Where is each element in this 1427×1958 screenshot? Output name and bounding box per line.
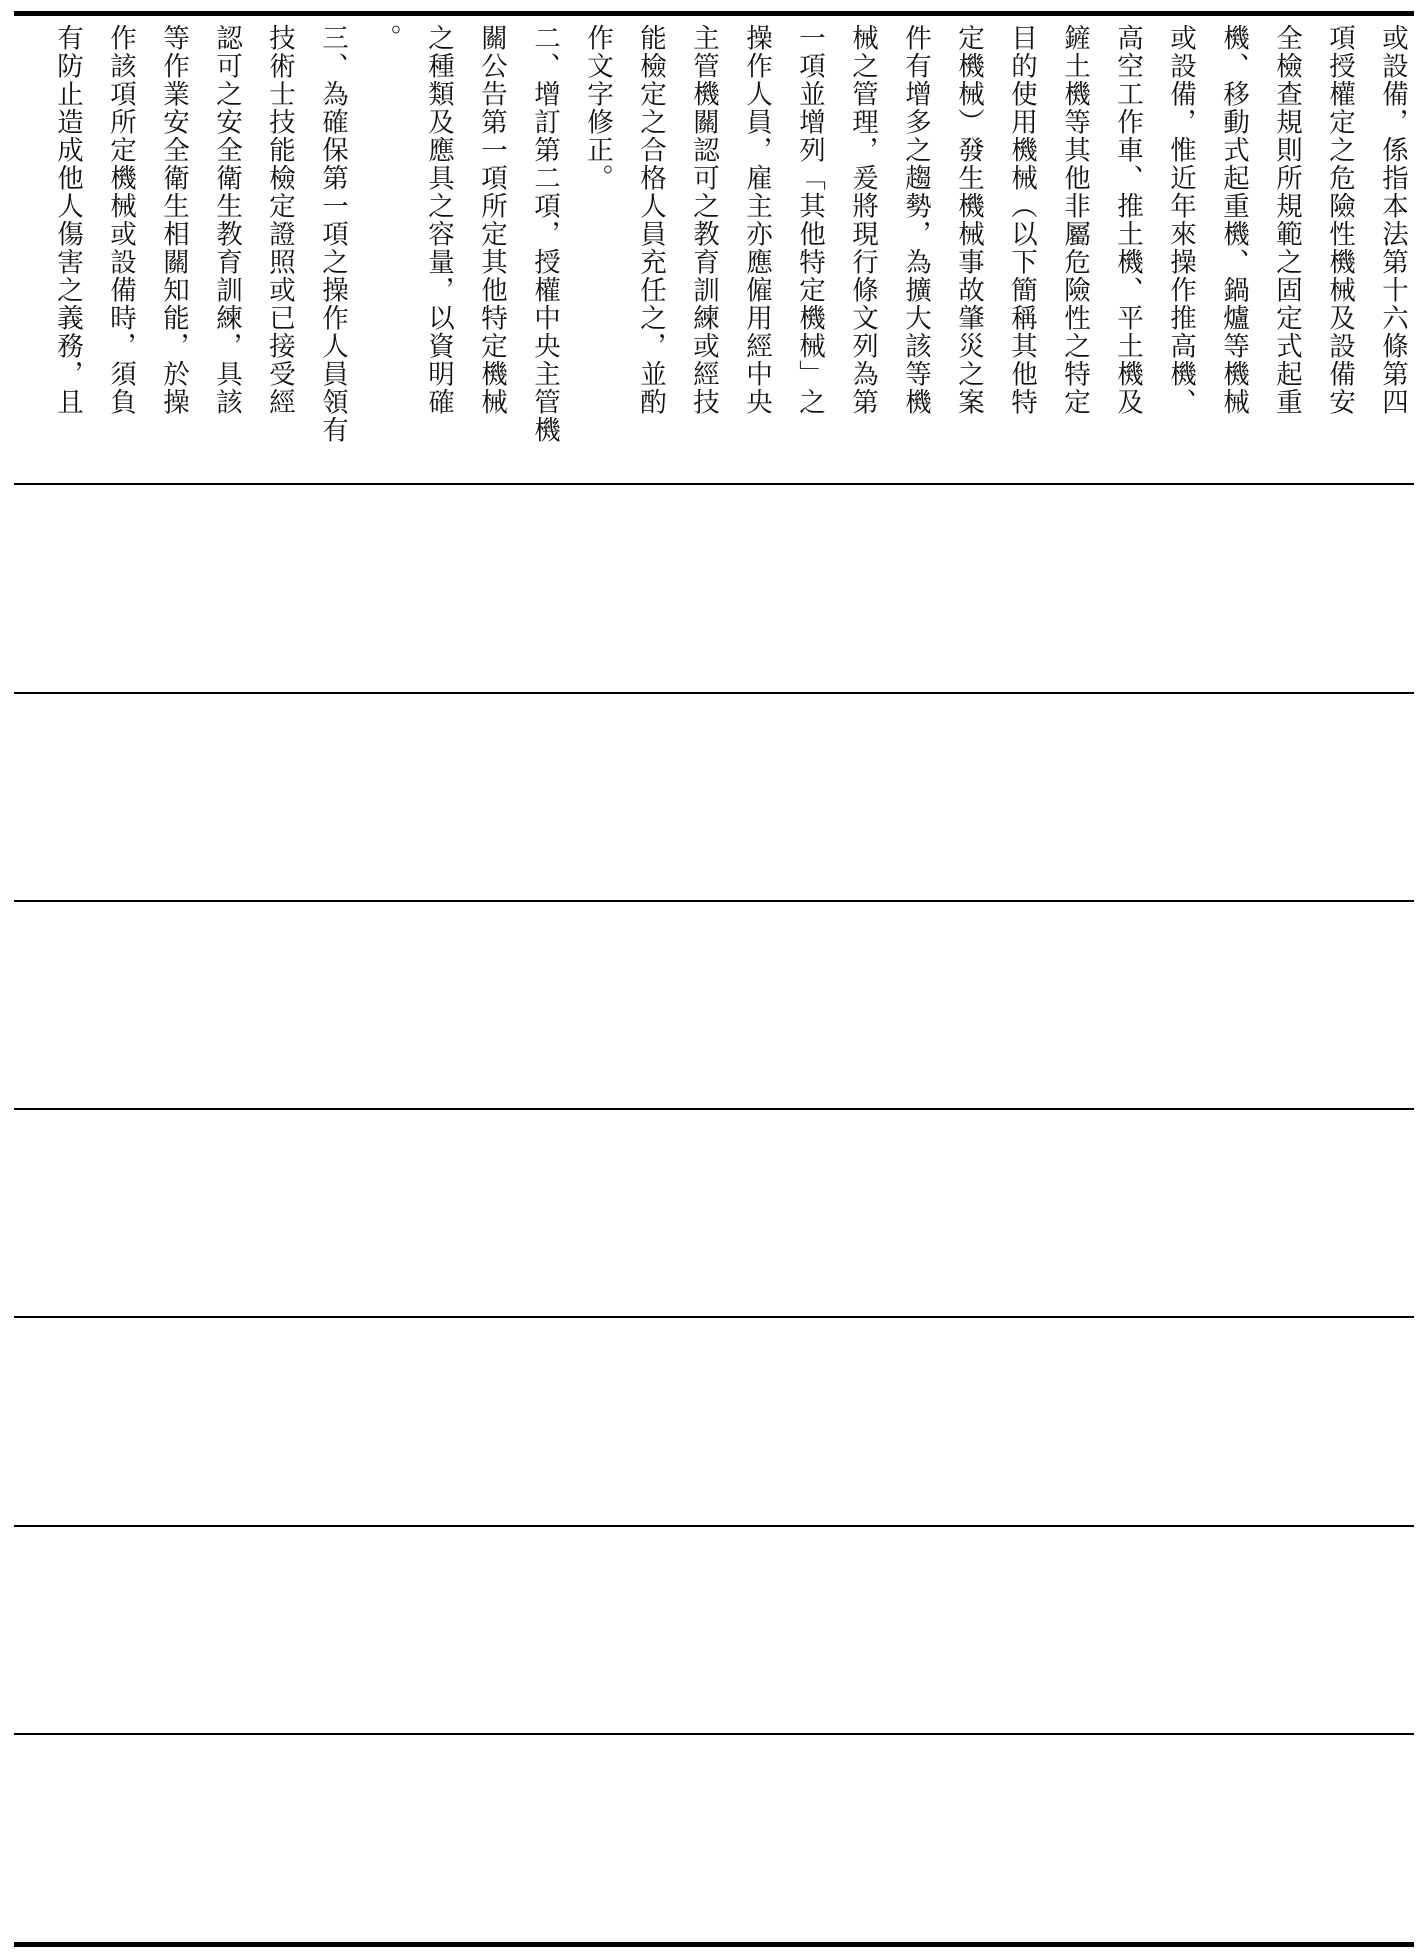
text-column: 械之管理，爰將現行條文列為第	[847, 24, 878, 416]
row-divider	[14, 1316, 1414, 1318]
explanation-text-block	[14, 16, 1414, 482]
text-column: 二、增訂第二項，授權中央主管機	[529, 24, 560, 444]
text-column: 三、為確保第一項之操作人員領有	[317, 24, 348, 444]
row-divider	[14, 1525, 1414, 1527]
text-column: 全檢查規則所規範之固定式起重	[1271, 24, 1302, 416]
row-divider	[14, 900, 1414, 902]
text-column: 之種類及應具之容量，以資明確	[423, 24, 454, 416]
text-column: 鏟土機等其他非屬危險性之特定	[1059, 24, 1090, 416]
text-column: 目的使用機械（以下簡稱其他特	[1006, 24, 1037, 416]
row-divider	[14, 483, 1414, 485]
text-column: 或設備，惟近年來操作推高機、	[1165, 24, 1196, 416]
text-column: 作文字修正。	[582, 24, 613, 192]
text-column: 有防止造成他人傷害之義務，且	[52, 24, 83, 416]
text-column: 項授權定之危險性機械及設備安	[1324, 24, 1355, 416]
text-column: 技術士技能檢定證照或已接受經	[264, 24, 295, 416]
text-column: 關公告第一項所定其他特定機械	[476, 24, 507, 416]
text-column: 操作人員，雇主亦應僱用經中央	[741, 24, 772, 416]
text-column: 或設備，係指本法第十六條第四	[1377, 24, 1408, 416]
text-column: 件有增多之趨勢，為擴大該等機	[900, 24, 931, 416]
row-divider	[14, 1733, 1414, 1735]
text-column: 定機械）發生機械事故肇災之案	[953, 24, 984, 416]
text-column: 主管機關認可之教育訓練或經技	[688, 24, 719, 416]
bottom-rule	[14, 1942, 1414, 1947]
text-column: 一項並增列「其他特定機械」之	[794, 24, 825, 416]
text-column: 高空工作車、推土機、平土機及	[1112, 24, 1143, 416]
text-column: 作該項所定機械或設備時，須負	[105, 24, 136, 416]
row-divider	[14, 1108, 1414, 1110]
text-column: 認可之安全衛生教育訓練，具該	[211, 24, 242, 416]
text-column: 。	[370, 24, 401, 52]
text-column: 等作業安全衛生相關知能，於操	[158, 24, 189, 416]
text-column: 能檢定之合格人員充任之，並酌	[635, 24, 666, 416]
text-column: 機、移動式起重機、鍋爐等機械	[1218, 24, 1249, 416]
row-divider	[14, 692, 1414, 694]
